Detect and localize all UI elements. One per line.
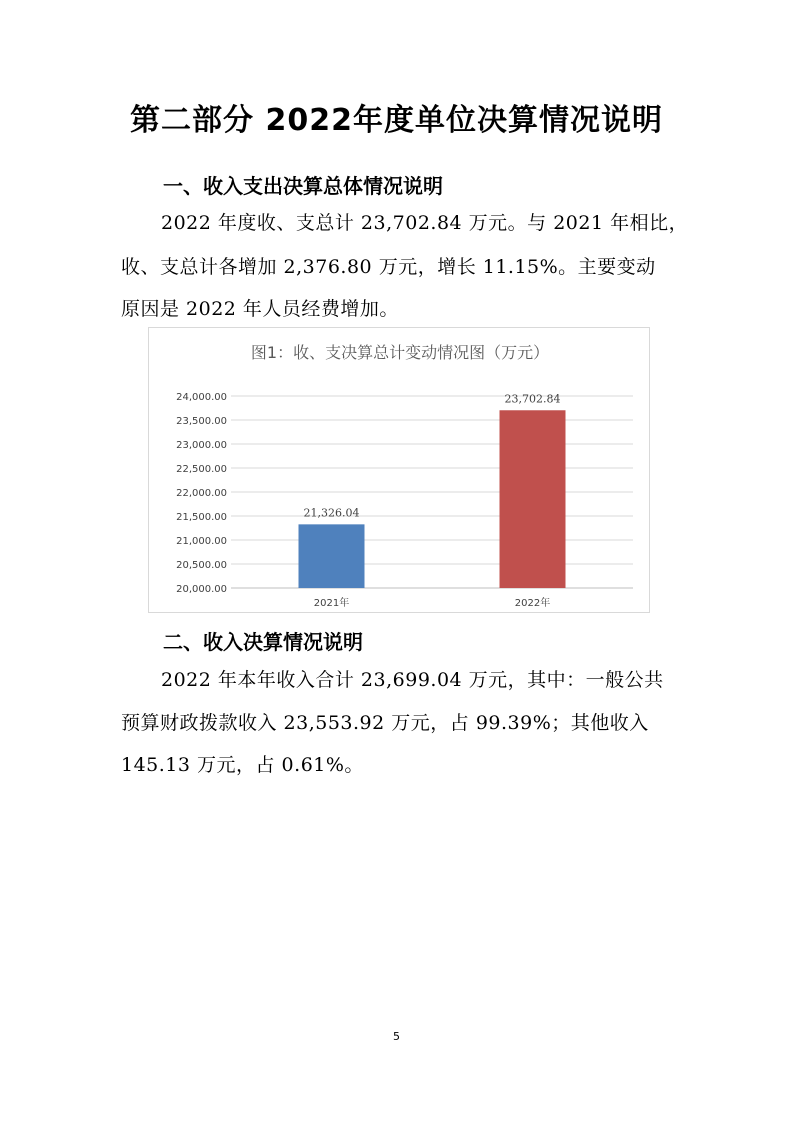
section-heading-income: 二、收入决算情况说明 — [163, 630, 363, 654]
y-tick-label: 21,500.00 — [176, 512, 227, 523]
y-tick-label: 23,000.00 — [176, 440, 227, 451]
bar-chart-canvas — [149, 328, 651, 614]
y-tick-label: 21,000.00 — [176, 536, 227, 547]
paragraph-line: 2022 年度收、支总计 23,702.84 万元。与 2021 年相比， — [161, 212, 689, 234]
bar-1 — [299, 524, 365, 588]
x-category-label: 2022年 — [514, 598, 551, 609]
y-tick-label: 24,000.00 — [176, 392, 227, 403]
y-tick-label: 20,000.00 — [176, 584, 227, 595]
chart-title: 图1：收、支决算总计变动情况图（万元） — [250, 343, 550, 362]
x-category-label: 2021年 — [313, 598, 350, 609]
y-tick-label: 22,500.00 — [176, 464, 227, 475]
bar-value-label: 21,326.04 — [303, 506, 360, 520]
y-tick-label: 20,500.00 — [176, 560, 227, 571]
paragraph-line: 预算财政拨款收入 23,553.92 万元，占 99.39%；其他收入 — [121, 712, 649, 734]
page-number: 5 — [393, 1030, 400, 1043]
paragraph-line: 原因是 2022 年人员经费增加。 — [121, 298, 399, 320]
paragraph-line: 145.13 万元，占 0.61%。 — [121, 754, 364, 776]
page-title: 第二部分 2022年度单位决算情况说明 — [130, 103, 663, 138]
bar-2 — [500, 410, 566, 588]
y-tick-label: 23,500.00 — [176, 416, 227, 427]
y-tick-label: 22,000.00 — [176, 488, 227, 499]
bar-chart — [148, 327, 650, 613]
paragraph-line: 收、支总计各增加 2,376.80 万元，增长 11.15%。主要变动 — [121, 256, 656, 278]
section-heading-overall: 一、收入支出决算总体情况说明 — [163, 174, 443, 198]
bar-value-label: 23,702.84 — [504, 392, 561, 406]
paragraph-line: 2022 年本年收入合计 23,699.04 万元，其中：一般公共 — [161, 669, 664, 691]
